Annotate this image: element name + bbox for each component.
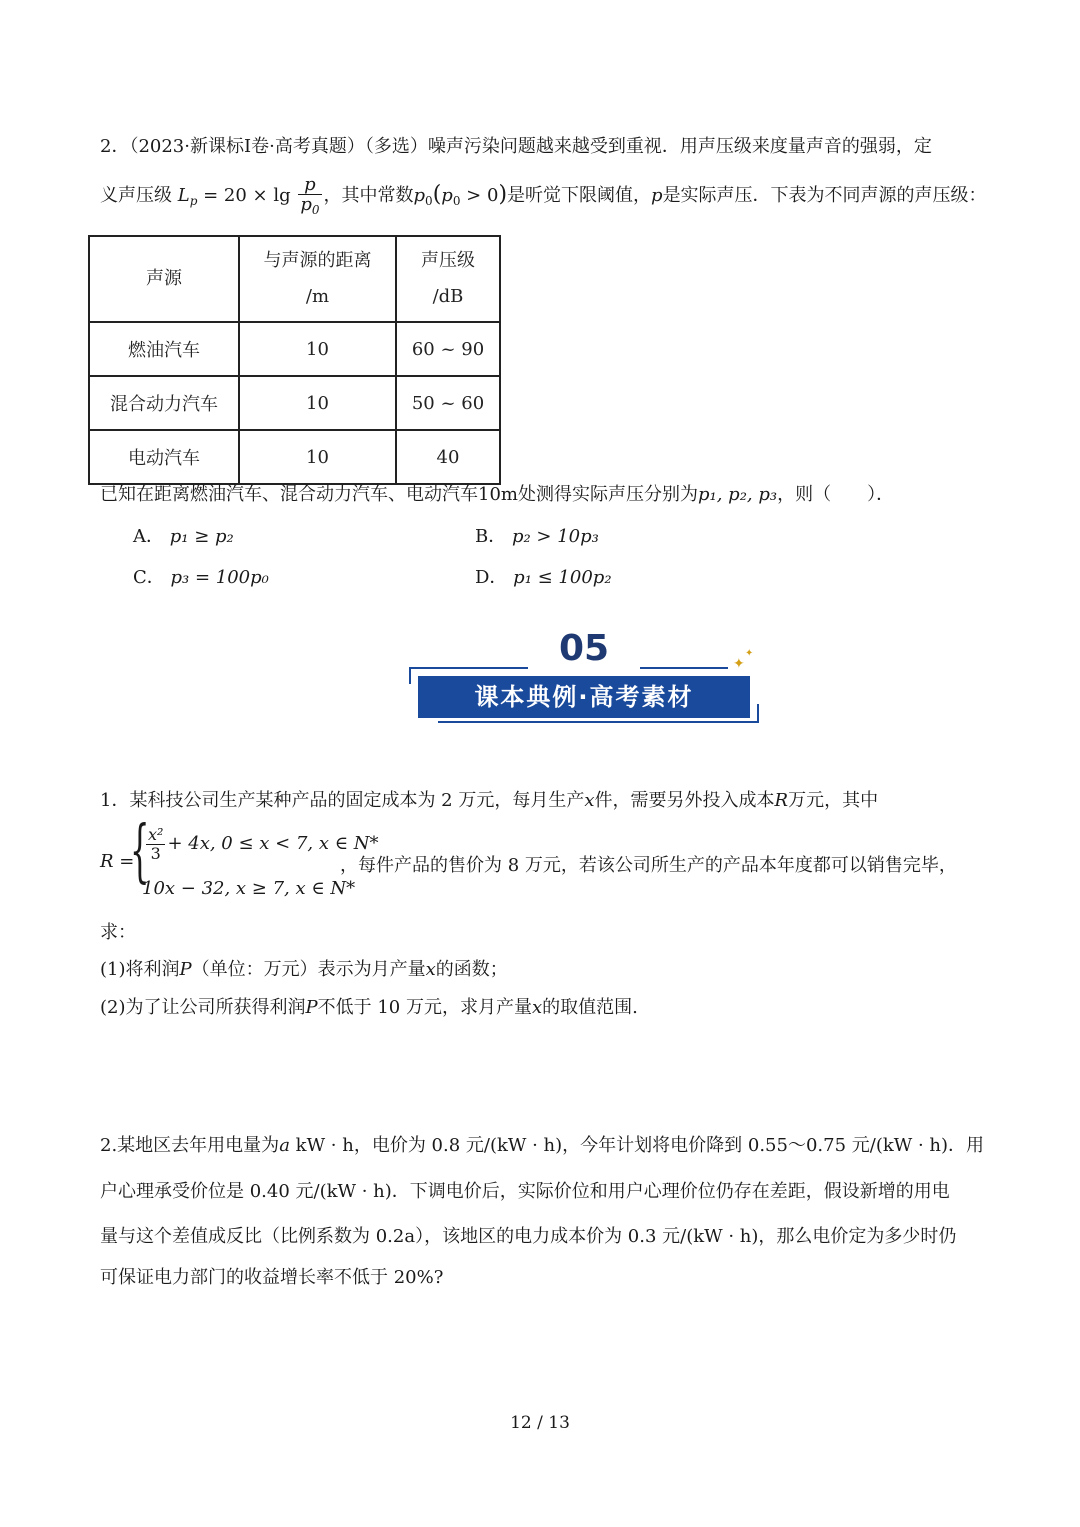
text: 的函数；	[435, 959, 508, 980]
var: p	[651, 185, 663, 206]
case2: 10x − 32, x ≥ 7, x ∈ N*	[142, 878, 356, 899]
text: 义声压级	[100, 185, 172, 206]
text: ，则（ ）．	[777, 484, 895, 505]
table-header-cell	[396, 236, 500, 322]
text: 求：	[100, 922, 136, 943]
fraction-den: 3	[150, 843, 161, 863]
case1-fraction	[146, 826, 165, 862]
option-label: C．	[133, 567, 165, 588]
option-text: p₁ ≤ 100p₂	[513, 567, 612, 588]
text: ，其中常数	[323, 185, 414, 206]
p1-line2-tail	[340, 851, 957, 877]
table-cell: 10	[239, 322, 396, 376]
text: 不低于 10 万元，求月产量	[317, 997, 532, 1018]
question-number: 2．	[100, 136, 130, 157]
formula-mid: = 20 × lg	[197, 185, 297, 206]
text: (1)将利润	[100, 959, 180, 980]
case1-rest: + 4x, 0 ≤ x < 7, x ∈ N*	[167, 833, 379, 855]
text: 可保证电力部门的收益增长率不低于 20%?	[100, 1267, 444, 1288]
fraction-num: x²	[148, 825, 164, 844]
table-row	[89, 376, 500, 430]
sparkle-icon: ✦	[745, 648, 754, 659]
text: 的取值范围.	[542, 997, 638, 1018]
formula-lhs: L	[177, 185, 190, 206]
q2-after-table	[100, 480, 894, 506]
table-cell: 60 ~ 90	[396, 322, 500, 376]
cond: > 0	[460, 185, 499, 206]
text: 是实际声压．下表为不同声源的声压级：	[662, 185, 987, 206]
paren: (	[432, 182, 442, 207]
table-cell: 电动汽车	[89, 430, 239, 484]
text: (2)为了让公司所获得利润	[100, 997, 306, 1018]
text: 2.某地区去年用电量为	[100, 1135, 280, 1156]
table-cell: 10	[239, 376, 396, 430]
var: x	[425, 959, 436, 980]
text: 1．某科技公司生产某种产品的固定成本为 2 万元，每月生产	[100, 790, 585, 811]
var: P	[179, 959, 192, 980]
p2-line2	[100, 1177, 950, 1203]
table-cell: 10	[239, 430, 396, 484]
option-label: D．	[475, 567, 508, 588]
option-label: B．	[475, 526, 507, 547]
header-text: 与声源的距离	[263, 250, 372, 271]
table-cell: 混合动力汽车	[89, 376, 239, 430]
text: kW · h，电价为 0.8 元/(kW · h)，今年计划将电价降到 0.55～0.75 元/(kW · h)．用	[295, 1135, 985, 1156]
header-unit: /m	[305, 286, 330, 307]
var: x	[584, 790, 595, 811]
option-a[interactable]	[133, 522, 234, 548]
p1-line1	[100, 786, 878, 812]
table-cell: 燃油汽车	[89, 322, 239, 376]
text: 量与这个差值成反比（比例系数为 0.2a），该地区的电力成本价为 0.3 元/(kW · h)，那么电价定为多少时仍	[100, 1226, 957, 1247]
var: p	[441, 185, 453, 206]
text: 已知在距离燃油汽车、混合动力汽车、电动汽车10m处测得实际声压分别为	[100, 484, 698, 505]
var: p	[413, 185, 426, 206]
R-label: R =	[100, 851, 135, 872]
text: 件，需要另外投入成本	[594, 790, 775, 811]
fraction	[298, 175, 321, 218]
header-text: 声压级	[421, 250, 475, 271]
var: a	[279, 1135, 290, 1156]
text: （单位：万元）表示为月产量	[191, 959, 426, 980]
option-c[interactable]	[133, 563, 269, 589]
fraction-den-sub: 0	[311, 203, 320, 218]
p1-sub1	[100, 955, 508, 981]
paren: )	[498, 182, 508, 207]
table-cell: 50 ~ 60	[396, 376, 500, 430]
table-cell: 40	[396, 430, 500, 484]
table-header-cell	[89, 236, 239, 322]
question-text: 噪声污染问题越来越受到重视．用声压级来度量声音的强弱，定	[427, 136, 932, 157]
fraction-den	[298, 195, 321, 217]
sub: 0	[425, 194, 433, 208]
header-text: 声源	[146, 268, 182, 289]
var: R	[774, 790, 789, 811]
vars: p₁, p₂, p₃	[697, 484, 778, 505]
section-title: 课本典例·高考素材	[418, 676, 750, 718]
p1-sub2	[100, 993, 638, 1019]
p2-line1	[100, 1131, 984, 1157]
text: 是听觉下限阈值，	[507, 185, 652, 206]
var: x	[531, 997, 543, 1018]
option-text: p₂ > 10p₃	[511, 526, 599, 547]
q2-line2	[100, 172, 987, 224]
q2-line1	[100, 132, 932, 158]
question-source: （2023·新课标Ⅰ卷·高考真题）（多选）	[129, 136, 428, 157]
piecewise-case-2	[142, 878, 355, 899]
page-number: 12 / 13	[510, 1413, 570, 1433]
sparkle-icon: ✦	[733, 656, 745, 672]
option-d[interactable]	[475, 563, 612, 589]
fraction-den-var: p	[300, 194, 312, 216]
formula-sub: p	[189, 194, 198, 208]
text: 万元，其中	[788, 790, 879, 811]
option-b[interactable]	[475, 522, 599, 548]
option-label: A．	[133, 526, 164, 547]
fraction-num: p	[298, 175, 321, 196]
p2-line3	[100, 1222, 956, 1248]
table-header-row	[89, 236, 500, 322]
section-number: 05	[558, 628, 610, 669]
var: P	[305, 997, 318, 1018]
brace: {	[130, 812, 150, 891]
p2-line4	[100, 1263, 443, 1289]
table-row	[89, 430, 500, 484]
sub: 0	[452, 194, 461, 208]
table-row	[89, 322, 500, 376]
p1-ask	[100, 918, 136, 944]
option-text: p₃ = 100p₀	[170, 567, 269, 588]
text: 户心理承受价位是 0.40 元/(kW · h)．下调电价后，实际价位和用户心理价位仍存在差距，假设新增的用电	[100, 1181, 950, 1202]
text: ，每件产品的售价为 8 万元，若该公司所生产的产品本年度都可以销售完毕，	[340, 855, 957, 876]
sound-level-table	[88, 235, 501, 485]
header-unit: /dB	[432, 286, 464, 307]
option-text: p₁ ≥ p₂	[169, 526, 234, 547]
table-header-cell	[239, 236, 396, 322]
